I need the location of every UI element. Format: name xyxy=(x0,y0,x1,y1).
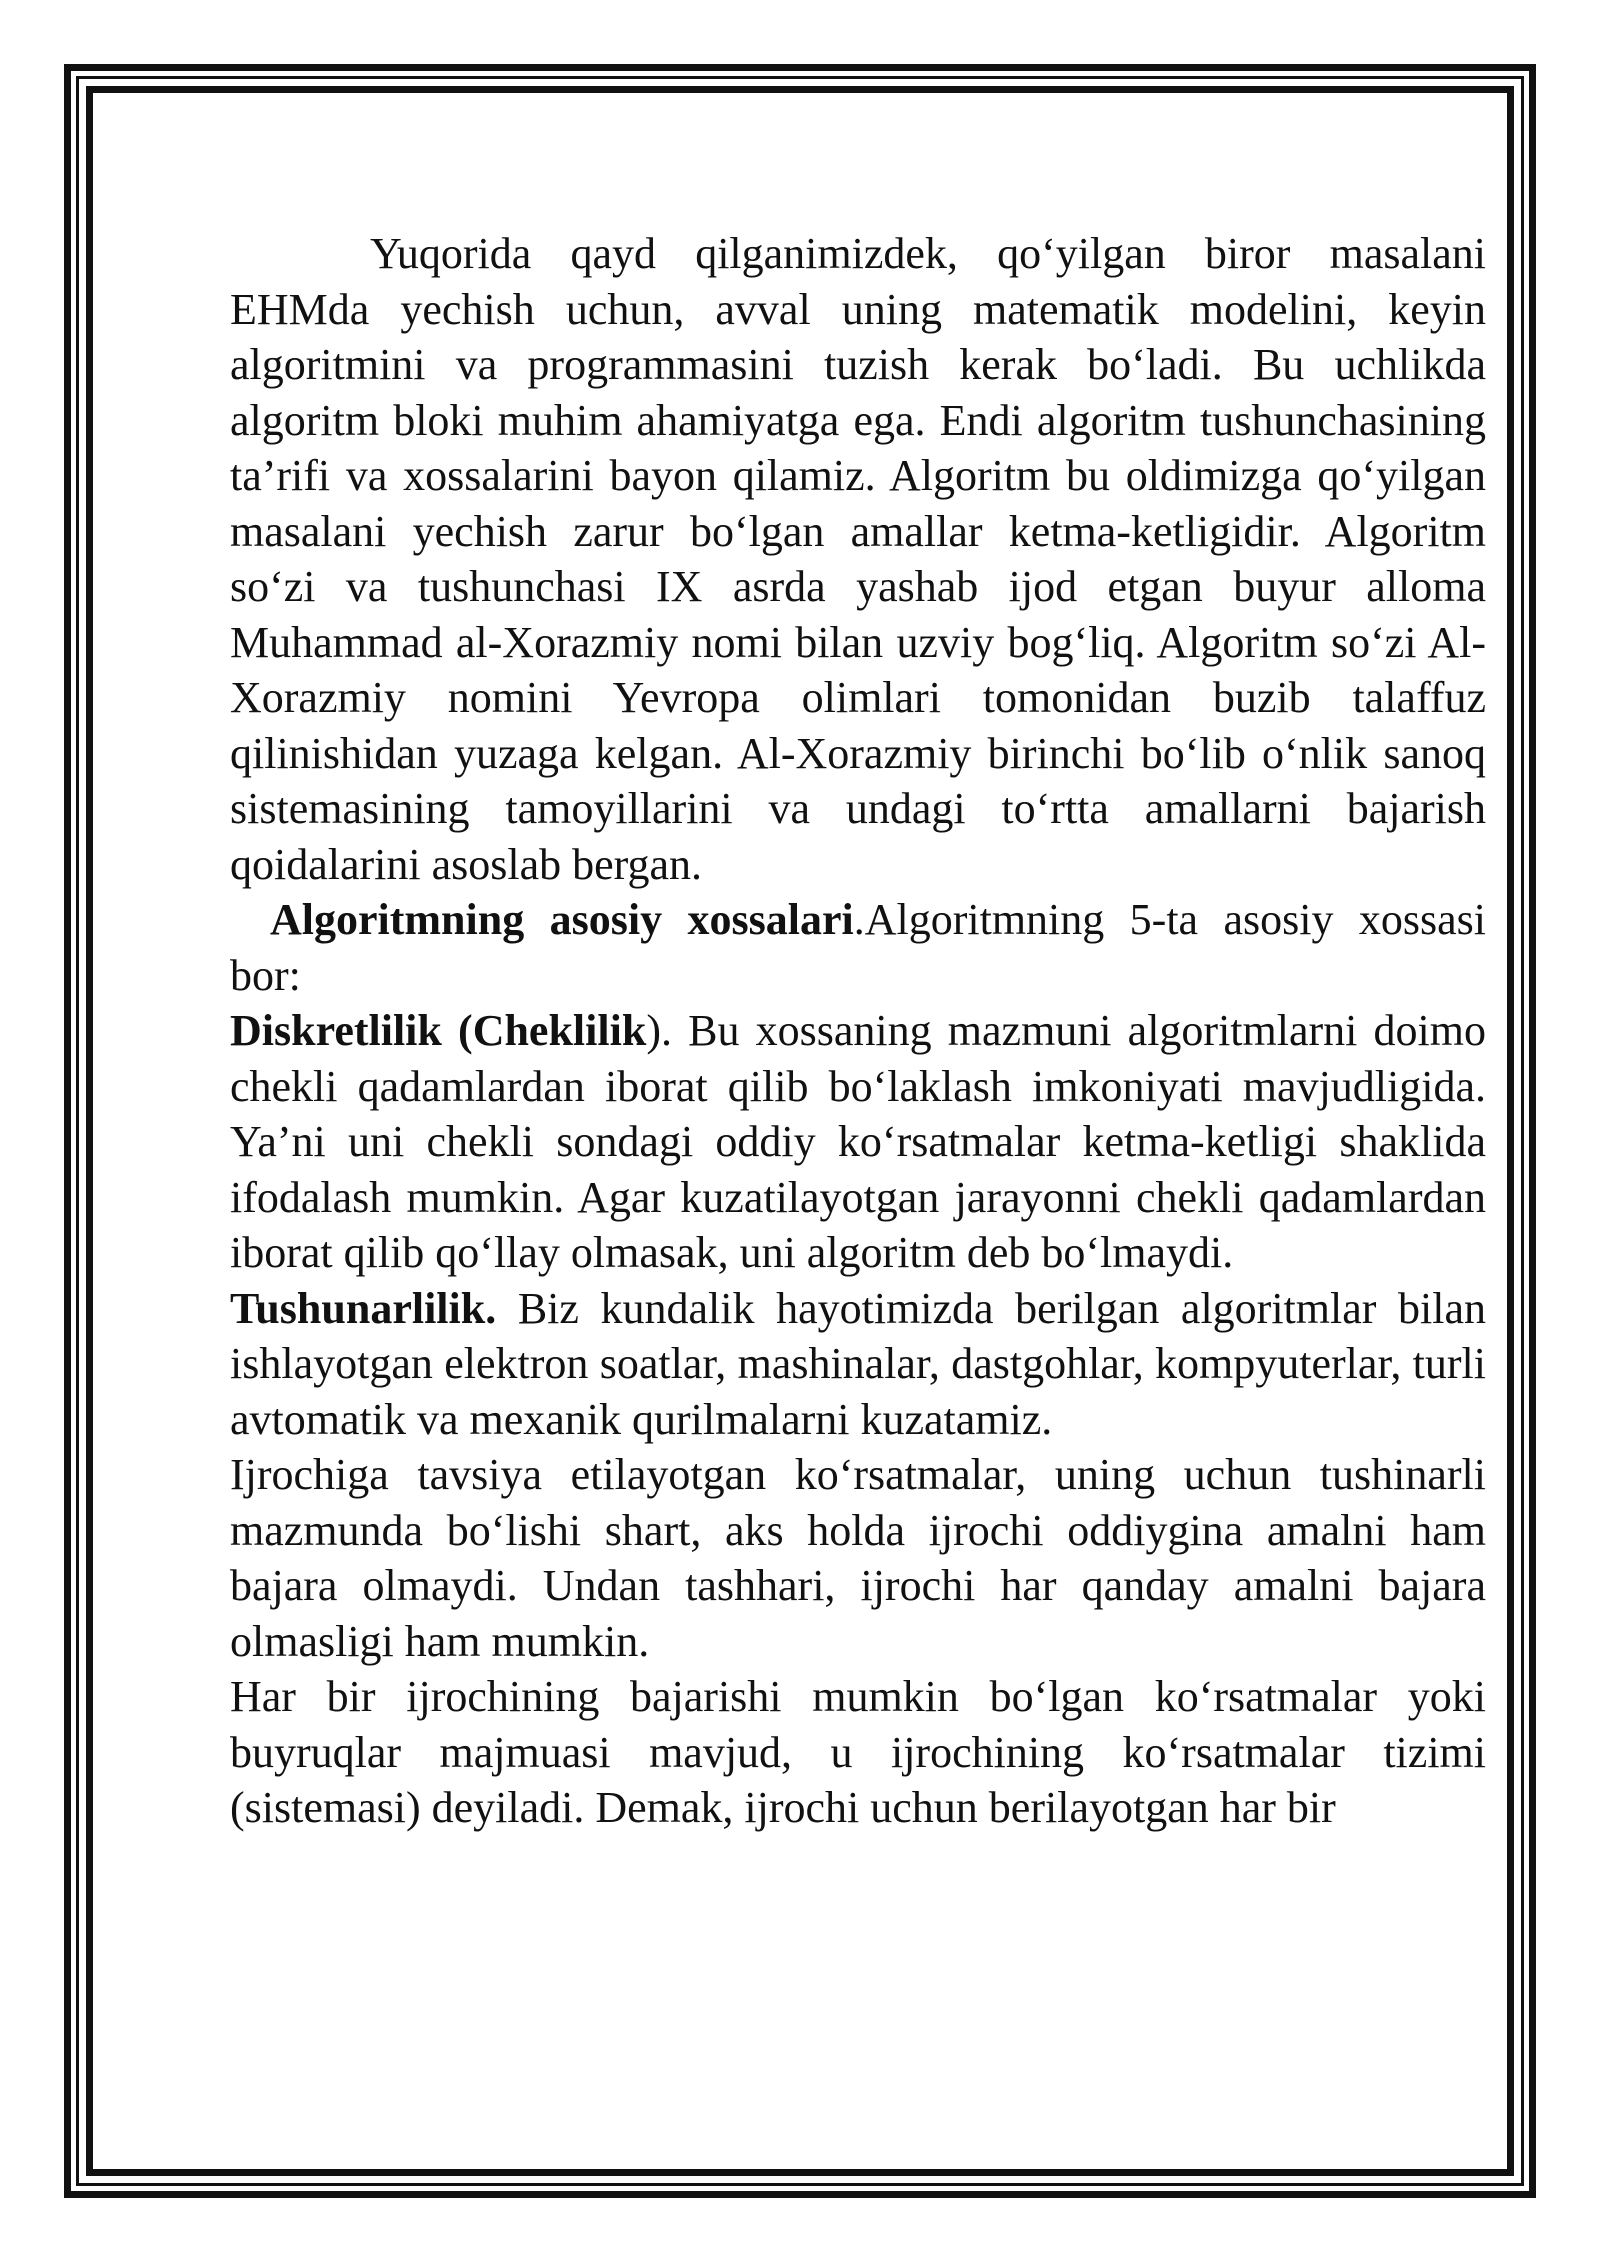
paragraph-text: ). Bu xossaning mazmuni algoritmlarni doimo chekli qadamlardan iborat qilib bo‘laklash imkoniyati mavjudligida. Ya’ni uni chekli sondagi oddiy ko‘rsatmalar ketma-ketligi shaklida ifodalash mumkin. Agar kuzatilayotgan jarayonni chekli qadamlardan iborat qilib qo‘llay olmasak, uni algoritm deb bo‘lmaydi. xyxy=(230,1006,1486,1277)
paragraph-executor-command-system xyxy=(230,1669,1486,1836)
term-heading: Tushunarlilik. xyxy=(230,1283,497,1333)
paragraph-properties-heading xyxy=(230,892,1486,1003)
paragraph-understandability xyxy=(230,1281,1486,1448)
paragraph-text: Har bir ijrochining bajarishi mumkin bo‘lgan ko‘rsatmalar yoki buyruqlar majmuasi mavjud, u ijrochining ko‘rsatmalar tizimi (sistemasi) deyiladi. Demak, ijrochi uchun berilayotgan har bir xyxy=(230,1672,1486,1832)
paragraph-text: Ijrochiga tavsiya etilayotgan ko‘rsatmalar, uning uchun tushinarli mazmunda bo‘lishi shart, aks holda ijrochi oddiygina amalni ham bajara olmaydi. Undan tashhari, ijrochi har qanday amalni bajara olmasligi ham mumkin. xyxy=(230,1450,1486,1666)
section-heading: Algoritmning asosiy xossalari xyxy=(270,895,854,944)
document-body xyxy=(230,226,1486,1836)
paragraph-text: Biz kundalik hayotimizda berilgan algoritmlar bilan ishlayotgan elektron soatlar, mashinalar, dastgohlar, kompyuterlar, turli avtomatik va mexanik qurilmalarni kuzatamiz. xyxy=(230,1283,1486,1444)
paragraph-text: .Algoritmning 5-ta asosiy xossasi bor: xyxy=(230,895,1486,1000)
term-heading: Diskretlilik (Cheklilik xyxy=(230,1006,647,1055)
paragraph-algorithm-intro xyxy=(230,226,1486,892)
paragraph-discreteness xyxy=(230,1003,1486,1281)
paragraph-executor-instructions xyxy=(230,1447,1486,1669)
paragraph-text: Yuqorida qayd qilganimizdek, qo‘yilgan biror masalani EHMda yechish uchun, avval uning matematik modelini, keyin algoritmini va programmasini tuzish kerak bo‘ladi. Bu uchlikda algoritm bloki muhim ahamiyatga ega. Endi algoritm tushunchasining ta’rifi va xossalarini bayon qilamiz. Algoritm bu oldimizga qo‘yilgan masalani yechish zarur bo‘lgan amallar ketma-ketligidir. Algoritm so‘zi va tushunchasi IX asrda yashab ijod etgan buyur alloma Muhammad al-Xorazmiy nomi bilan uzviy bog‘liq. Algoritm so‘zi Al-Xorazmiy nomini Yevropa olimlari tomonidan buzib talaffuz qilinishidan yuzaga kelgan. Al-Xorazmiy birinchi bo‘lib o‘nlik sanoq sistemasining tamoyillarini va undagi to‘rtta amallarni bajarish qoidalarini asoslab bergan. xyxy=(230,229,1486,889)
